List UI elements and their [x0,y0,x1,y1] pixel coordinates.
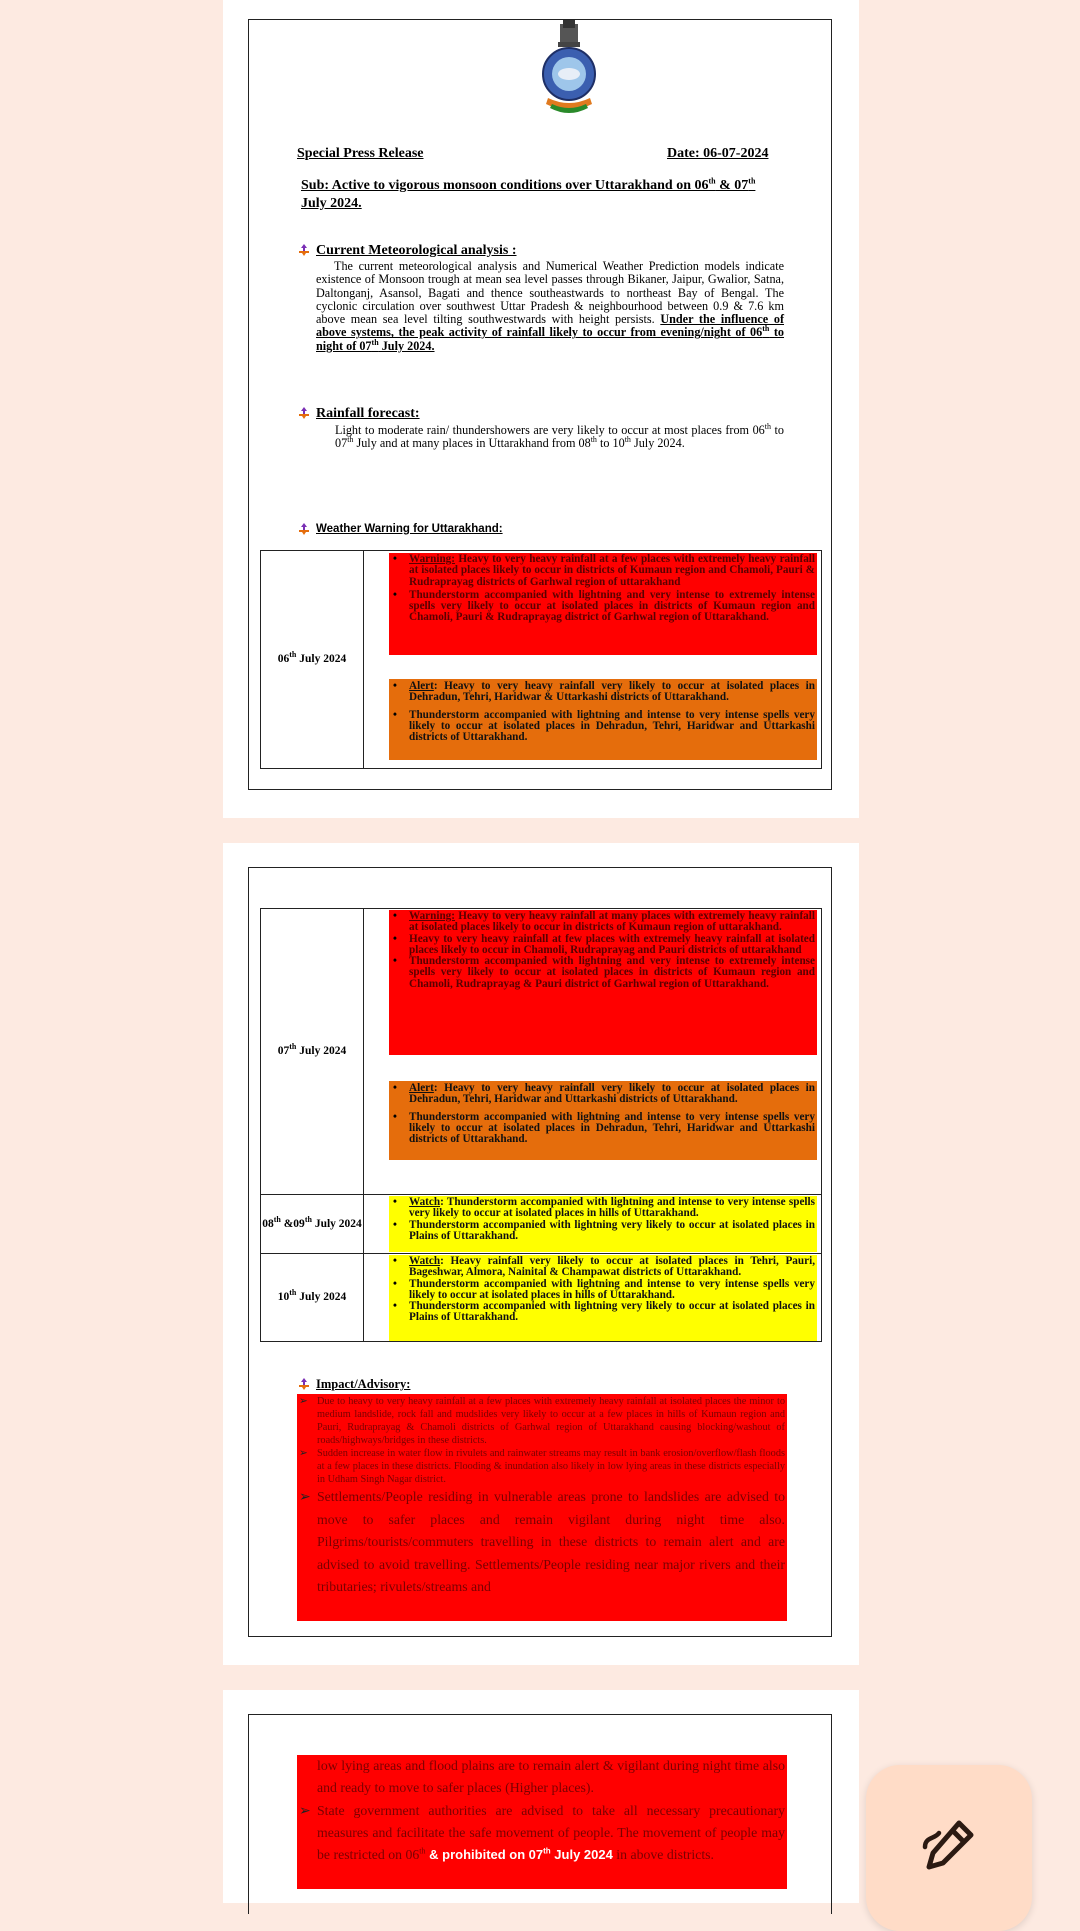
advisory-item: ➢ State government authorities are advised to take all necessary precautionary measures and facilitate the safe movement of people. The movement of people may be restricted on 06th & prohibited on 07th July 2024 in above districts. [297,1800,785,1867]
section-bullet-icon [297,1377,311,1391]
list-item: • Thunderstorm accompanied with lightning and intense to very intense spells very likely to occur at isolated places in Dehradun, Tehri, Haridwar and Uttarkashi districts of Uttarakhand. [409,710,815,744]
edit-pen-icon [921,1817,977,1873]
warning-block [389,553,817,655]
arrow-bullet-icon: ➢ [299,1489,311,1504]
section-bullet-icon [297,406,311,420]
list-item: • Thunderstorm accompanied with lightning very likely to occur at isolated places in Plains of Uttarakhand. [409,1301,815,1324]
warning-table-page2 [260,908,822,1342]
arrow-bullet-icon: ➢ [299,1802,311,1818]
current-analysis-text: The current meteorological analysis and Numerical Weather Prediction models indicate existence of Monsoon trough at mean sea level passes through Bikaner, Jaipur, Gwalior, Satna, Daltonganj, Asansol, Bagati and thence southeastwards to northeast Bay of Bengal. The cyclonic circulation over southwest Uttar Pradesh & neighbourhood between 0.9 & 7.6 km above mean sea level tilting southwestwards with height persists. Under the influence of above systems, the peak activity of rainfall likely to occur from evening/night of 06th to night of 07th July 2024. [316,259,785,353]
table-row-06-july [261,551,821,768]
table-row-10-july [261,1253,821,1341]
arrow-bullet-icon: ➢ [299,1448,308,1459]
list-item: • Warning: Heavy to very heavy rainfall at many places with extremely heavy rainfall at isolated places likely to occur in districts of Kumaun region of uttarakhand. [409,911,815,934]
weather-warning-title: Weather Warning for Uttarakhand: [316,523,503,535]
subject-line: Sub: Active to vigorous monsoon conditions over Uttarakhand on 06th & 07th July 2024. [301,176,756,211]
rainfall-forecast-title: Rainfall forecast: [316,406,420,421]
advisory-item: ➢ Settlements/People residing in vulnerable areas prone to landslides are advised to move to safer places and remain vigilant during night time also. Pilgrims/tourists/commuters travelling in these districts to remain alert and are advised to avoid travelling. Settlements/People residing near major rivers and their tributaries; rivulets/streams and [297,1486,785,1599]
date-cell: 07th July 2024 [261,909,364,1194]
edit-fab-button[interactable] [866,1765,1032,1931]
advisory-item: low lying areas and flood plains are to remain alert & vigilant during night time also and ready to move to safer places (Higher places). [317,1758,785,1796]
page-border [248,867,832,1637]
list-item: • Warning: Heavy to very heavy rainfall at a few places with extremely heavy rainfall at isolated places likely to occur in districts of Kumaun region and Chamoli, Pauri & Rudraprayag districts of Garhwal region of uttarakhand [409,554,815,588]
section-bullet-icon [297,522,311,536]
rainfall-forecast-text: Light to moderate rain/ thundershowers are very likely to occur at most places from 06th to 07th July and at many places in Uttarakhand from 08th to 10th July 2024. [335,421,785,451]
list-item: • Watch: Thunderstorm accompanied with lightning and intense to very intense spells very likely to occur at isolated places in hills of Uttarakhand. [409,1197,815,1220]
imd-emblem-logo [538,20,600,116]
list-item: • Heavy to very heavy rainfall at few places with extremely heavy rainfall at isolated places likely to occur in Chamoli, Rudraprayag and Pauri districts of uttarakhand [409,934,815,957]
alert-block [389,1081,817,1160]
list-item: • Watch: Heavy rainfall very likely to occur at isolated places in Tehri, Pauri, Bageshwar, Almora, Nainital & Champawat districts of Uttarakhand. [409,1256,815,1279]
list-item: • Thunderstorm accompanied with lightning and intense to very intense spells very likely to occur at isolated places in hills of Uttarakhand. [409,1279,815,1302]
list-item: • Thunderstorm accompanied with lightning very likely to occur at isolated places in Plains of Uttarakhand. [409,1220,815,1243]
alert-block [389,679,817,760]
press-release-title: Special Press Release [297,146,424,161]
warning-block [389,910,817,1055]
page-border [248,19,832,790]
date-cell: 08th &09th July 2024 [261,1195,364,1253]
document-page-1 [223,0,859,818]
warning-table-page1 [260,550,822,769]
watch-block [389,1196,817,1252]
date-cell: 06th July 2024 [261,551,364,768]
list-item: • Thunderstorm accompanied with lightning and intense to very intense spells very likely to occur at isolated places in Dehradun, Tehri, Haridwar and Uttarkashi districts of Uttarakhand. [409,1112,815,1146]
date-cell: 10th July 2024 [261,1254,364,1341]
page-border [248,1714,832,1914]
list-item: • Thunderstorm accompanied with lightning and very intense to extremely intense spells very likely to occur at isolated places in districts of Kumaun region and Chamoli, Pauri & Rudraprayag district of Garhwal region of Uttarakhand. [409,590,815,624]
list-item: • Alert: Heavy to very heavy rainfall very likely to occur at isolated places in Dehradun, Tehri, Haridwar and Uttarkashi districts of Uttarakhand. [409,1083,815,1106]
list-item: • Alert: Heavy to very heavy rainfall very likely to occur at isolated places in Dehradun, Tehri, Haridwar & Uttarkashi districts of Uttarakhand. [409,681,815,704]
current-analysis-title: Current Meteorological analysis : [316,243,517,258]
section-bullet-icon [297,243,311,257]
watch-block [389,1255,817,1341]
table-row-08-09-july [261,1194,821,1253]
list-item: • Thunderstorm accompanied with lightning and very intense to extremely intense spells very likely to occur at isolated places in districts of Kumaun region and Chamoli, Rudraprayag & Pauri district of Garhwal region of Uttarakhand. [409,956,815,990]
arrow-bullet-icon: ➢ [299,1396,308,1407]
table-row-07-july [261,909,821,1194]
advisory-block-continued [297,1755,787,1889]
press-release-date: Date: 06-07-2024 [667,146,769,161]
impact-advisory-title: Impact/Advisory: [316,1377,411,1391]
document-page-2 [223,843,859,1665]
advisory-item: ➢ Sudden increase in water flow in rivulets and rainwater streams may result in bank erosion/overflow/flash floods at a few places in these districts. Flooding & inundation also likely in low lying areas in these districts especially in Udham Singh Nagar district. [299,1448,785,1485]
advisory-block [297,1394,787,1621]
document-page-3 [223,1690,859,1903]
advisory-item: ➢ Due to heavy to very heavy rainfall at a few places with extremely heavy rainfall at isolated places the minor to medium landslide, rock fall and mudslides very likely to occur at a few places in hills of Kumaun region and Pauri, Rudraprayag & Chamoli districts of Garhwal region of Uttarakhand causing blocking/washout of roads/highways/bridges in these districts. [299,1396,785,1446]
